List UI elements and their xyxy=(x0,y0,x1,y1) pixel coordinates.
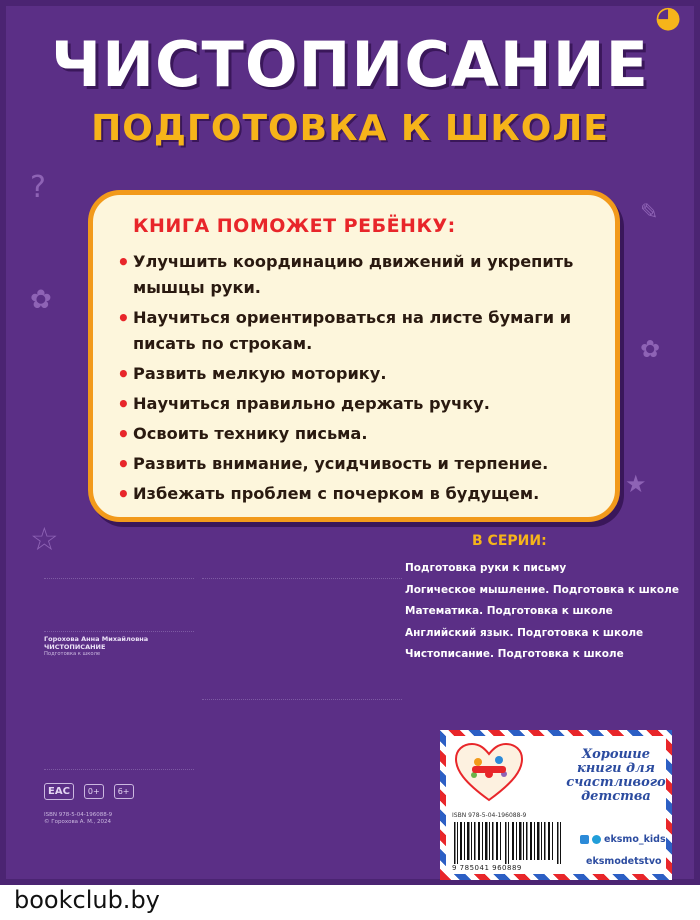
barcode-number: 9 785041 960889 xyxy=(452,864,522,872)
age-mark-0: 0+ xyxy=(84,784,104,799)
benefit-item: • Научиться ориентироваться на листе бумаги и писать по строкам. xyxy=(117,305,597,357)
question-mark-icon: ? xyxy=(30,170,46,205)
barcode-isbn: ISBN 978-5-04-196088-9 xyxy=(452,812,527,819)
series-item: Логическое мышление. Подготовка к школе xyxy=(405,583,679,596)
stamp-slogan: Хорошие книги для счастливого детства xyxy=(566,747,666,804)
benefits-heading: КНИГА ПОМОЖЕТ РЕБЁНКУ: xyxy=(133,215,456,237)
imprint-legal-text xyxy=(202,578,402,700)
publisher-stamp xyxy=(440,730,672,880)
series-item: Математика. Подготовка к школе xyxy=(405,605,613,617)
benefit-item: • Избежать проблем с почерком в будущем. xyxy=(117,481,597,507)
social-handle-text: eksmo_kids xyxy=(604,834,666,845)
series-item: Подготовка руки к письму xyxy=(405,562,567,574)
barcode xyxy=(452,822,564,864)
benefit-item: • Развить внимание, усидчивость и терпение. xyxy=(117,451,597,477)
benefits-list xyxy=(117,249,597,507)
imprint-block xyxy=(44,578,194,770)
corner-decoration-icon: ◕ xyxy=(655,0,682,35)
benefits-card xyxy=(88,190,620,522)
watermark: bookclub.by xyxy=(14,886,160,914)
cover-title: ЧИСТОПИСАНИЕ xyxy=(51,28,649,101)
vk-icon xyxy=(580,835,589,844)
eac-mark: EAC xyxy=(44,783,74,800)
benefit-item: • Освоить технику письма. xyxy=(117,421,597,447)
flower-icon: ✿ xyxy=(30,285,52,315)
benefit-item: • Научиться правильно держать ручку. xyxy=(117,391,597,417)
imprint-filler xyxy=(44,578,194,632)
cover-subtitle: ПОДГОТОВКА К ШКОЛЕ xyxy=(91,108,609,149)
series-item: Английский язык. Подготовка к школе xyxy=(405,626,644,639)
certification-marks xyxy=(44,783,134,800)
heart-logo-icon xyxy=(454,742,524,804)
imprint-book-subtitle: Подготовка к школе xyxy=(44,651,101,657)
telegram-icon xyxy=(592,835,601,844)
social-handle xyxy=(580,834,666,845)
pencil-icon: ✎ xyxy=(640,200,659,225)
shooting-star-icon: ☆ xyxy=(30,520,59,558)
benefit-item: • Развить мелкую моторику. xyxy=(117,361,597,387)
imprint-isbn xyxy=(44,812,144,826)
flower-icon-right: ✿ xyxy=(640,335,661,363)
imprint-book-title: ЧИСТОПИСАНИЕ xyxy=(44,642,106,651)
series-heading: В СЕРИИ: xyxy=(472,533,547,549)
benefit-item: • Улучшить координацию движений и укрепить мышцы руки. xyxy=(117,249,597,301)
imprint-copyright: © Горохова А. М., 2024 xyxy=(44,819,112,825)
imprint-isbn-text: ISBN 978-5-04-196088-9 xyxy=(44,812,113,818)
age-mark-6: 6+ xyxy=(114,784,134,799)
imprint-author: Горохова Анна Михайловна xyxy=(44,635,149,643)
series-list xyxy=(405,560,679,668)
star-icon: ★ xyxy=(625,470,647,498)
imprint-filler-2 xyxy=(44,659,194,770)
site-name: eksmodetstvo xyxy=(586,856,662,867)
series-item: Чистописание. Подготовка к школе xyxy=(405,648,624,660)
